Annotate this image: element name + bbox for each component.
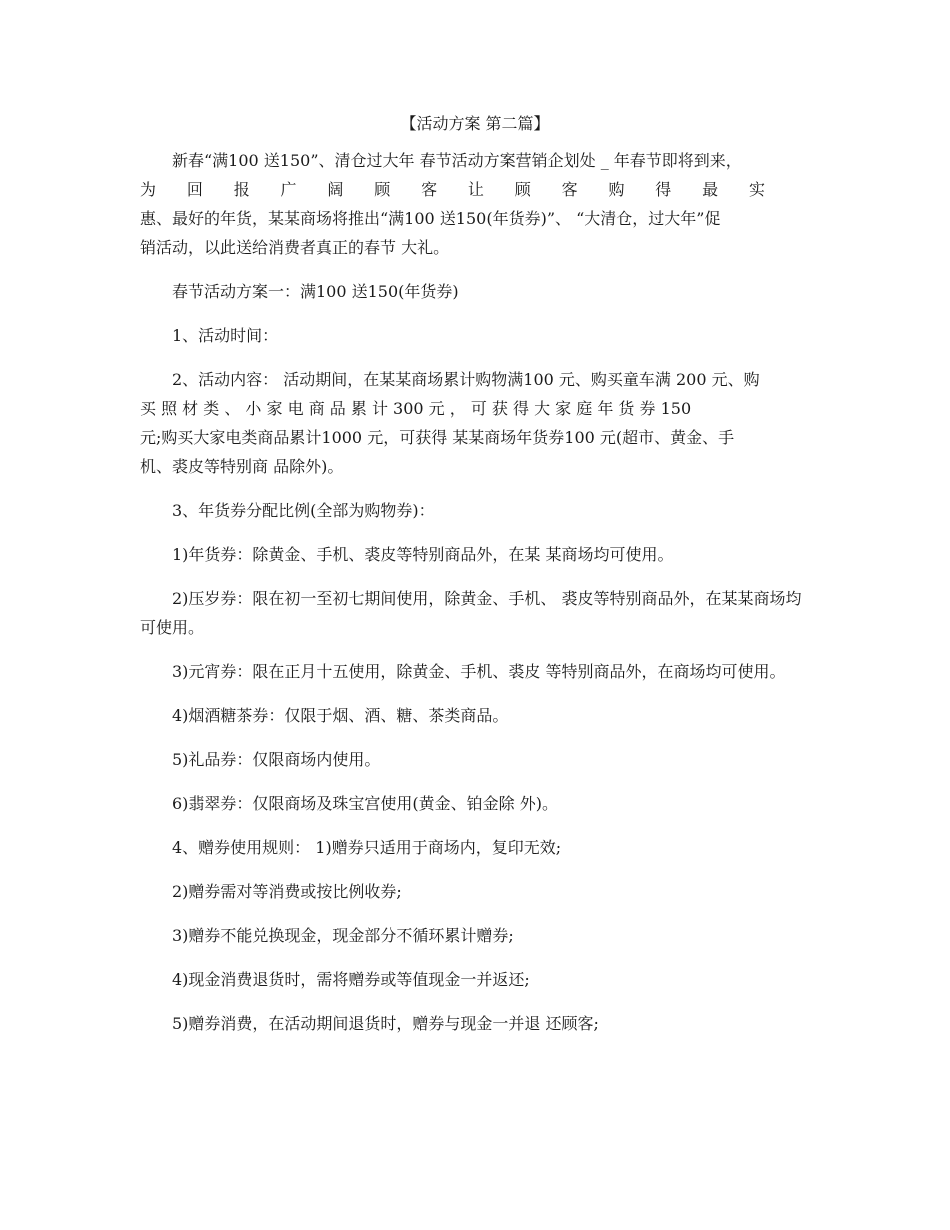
intro-char: 阔 <box>327 180 344 199</box>
intro-char: 客 <box>561 180 578 199</box>
content-line-2: 买 照 材 类 、 小 家 电 商 品 累 计 300 元 ， 可 获 得 大 家 庭 年 货 券 150 <box>140 399 692 418</box>
rule-item: 3)赠券不能兑换现金，现金部分不循环累计赠券; <box>172 926 514 945</box>
intro-char: 顾 <box>374 180 391 199</box>
content-line-1: 2、活动内容： 活动期间，在某某商场累计购物满100 元、购买童车满 200 元、购 <box>172 370 760 389</box>
item-usage-rules: 4、赠券使用规则： 1)赠券只适用于商场内，复印无效; <box>172 838 562 857</box>
intro-line-3: 惠、最好的年货，某某商场将推出“满100 送150(年货券)”、 “大清仓，过大年”促 <box>140 209 721 228</box>
item-activity-time: 1、活动时间： <box>172 326 279 345</box>
intro-line-2 <box>140 175 810 204</box>
intro-char: 得 <box>655 180 672 199</box>
intro-line-4: 销活动，以此送给消费者真正的春节 大礼。 <box>140 238 450 257</box>
plan-one-heading: 春节活动方案一：满100 送150(年货券) <box>172 282 459 301</box>
coupon-item: 4)烟酒糖茶券：仅限于烟、酒、糖、茶类商品。 <box>172 706 509 725</box>
intro-paragraph <box>140 146 810 262</box>
intro-char: 顾 <box>514 180 531 199</box>
intro-char: 客 <box>421 180 438 199</box>
intro-char: 回 <box>186 180 203 199</box>
intro-char: 实 <box>748 180 765 199</box>
item-activity-content <box>140 365 810 481</box>
intro-char: 最 <box>702 180 719 199</box>
intro-char: 为 <box>140 180 157 199</box>
coupon-item: 3)元宵券：限在正月十五使用，除黄金、手机、裘皮 等特别商品外，在商场均可使用。 <box>172 662 786 681</box>
coupon-item: 2)压岁券：限在初一至初七期间使用，除黄金、手机、 裘皮等特别商品外，在某某商场均可使用。 <box>140 589 802 637</box>
document-page <box>140 112 810 1053</box>
intro-char: 报 <box>233 180 250 199</box>
item-coupon-ratio: 3、年货券分配比例(全部为购物券)： <box>172 501 435 520</box>
intro-char: 购 <box>608 180 625 199</box>
intro-char: 让 <box>467 180 484 199</box>
content-line-4: 机、裘皮等特别商 品除外)。 <box>140 457 344 476</box>
coupon-item: 6)翡翠券：仅限商场及珠宝宫使用(黄金、铂金除 外)。 <box>172 794 558 813</box>
document-title: 【活动方案 第二篇】 <box>400 114 550 133</box>
intro-line-1: 新春“满100 送150”、清仓过大年 春节活动方案营销企划处 _ 年春节即将到来， <box>172 151 742 170</box>
rule-item: 5)赠券消费，在活动期间退货时，赠券与现金一并退 还顾客; <box>172 1014 599 1033</box>
content-line-3: 元;购买大家电类商品累计1000 元，可获得 某某商场年货券100 元(超市、黄金、手 <box>140 428 735 447</box>
coupon-item: 5)礼品券：仅限商场内使用。 <box>172 750 381 769</box>
rule-item: 2)赠券需对等消费或按比例收券; <box>172 882 402 901</box>
coupon-item: 1)年货券：除黄金、手机、裘皮等特别商品外，在某 某商场均可使用。 <box>172 545 674 564</box>
rule-item: 4)现金消费退货时，需将赠券或等值现金一并返还; <box>172 970 530 989</box>
intro-char: 广 <box>280 180 297 199</box>
